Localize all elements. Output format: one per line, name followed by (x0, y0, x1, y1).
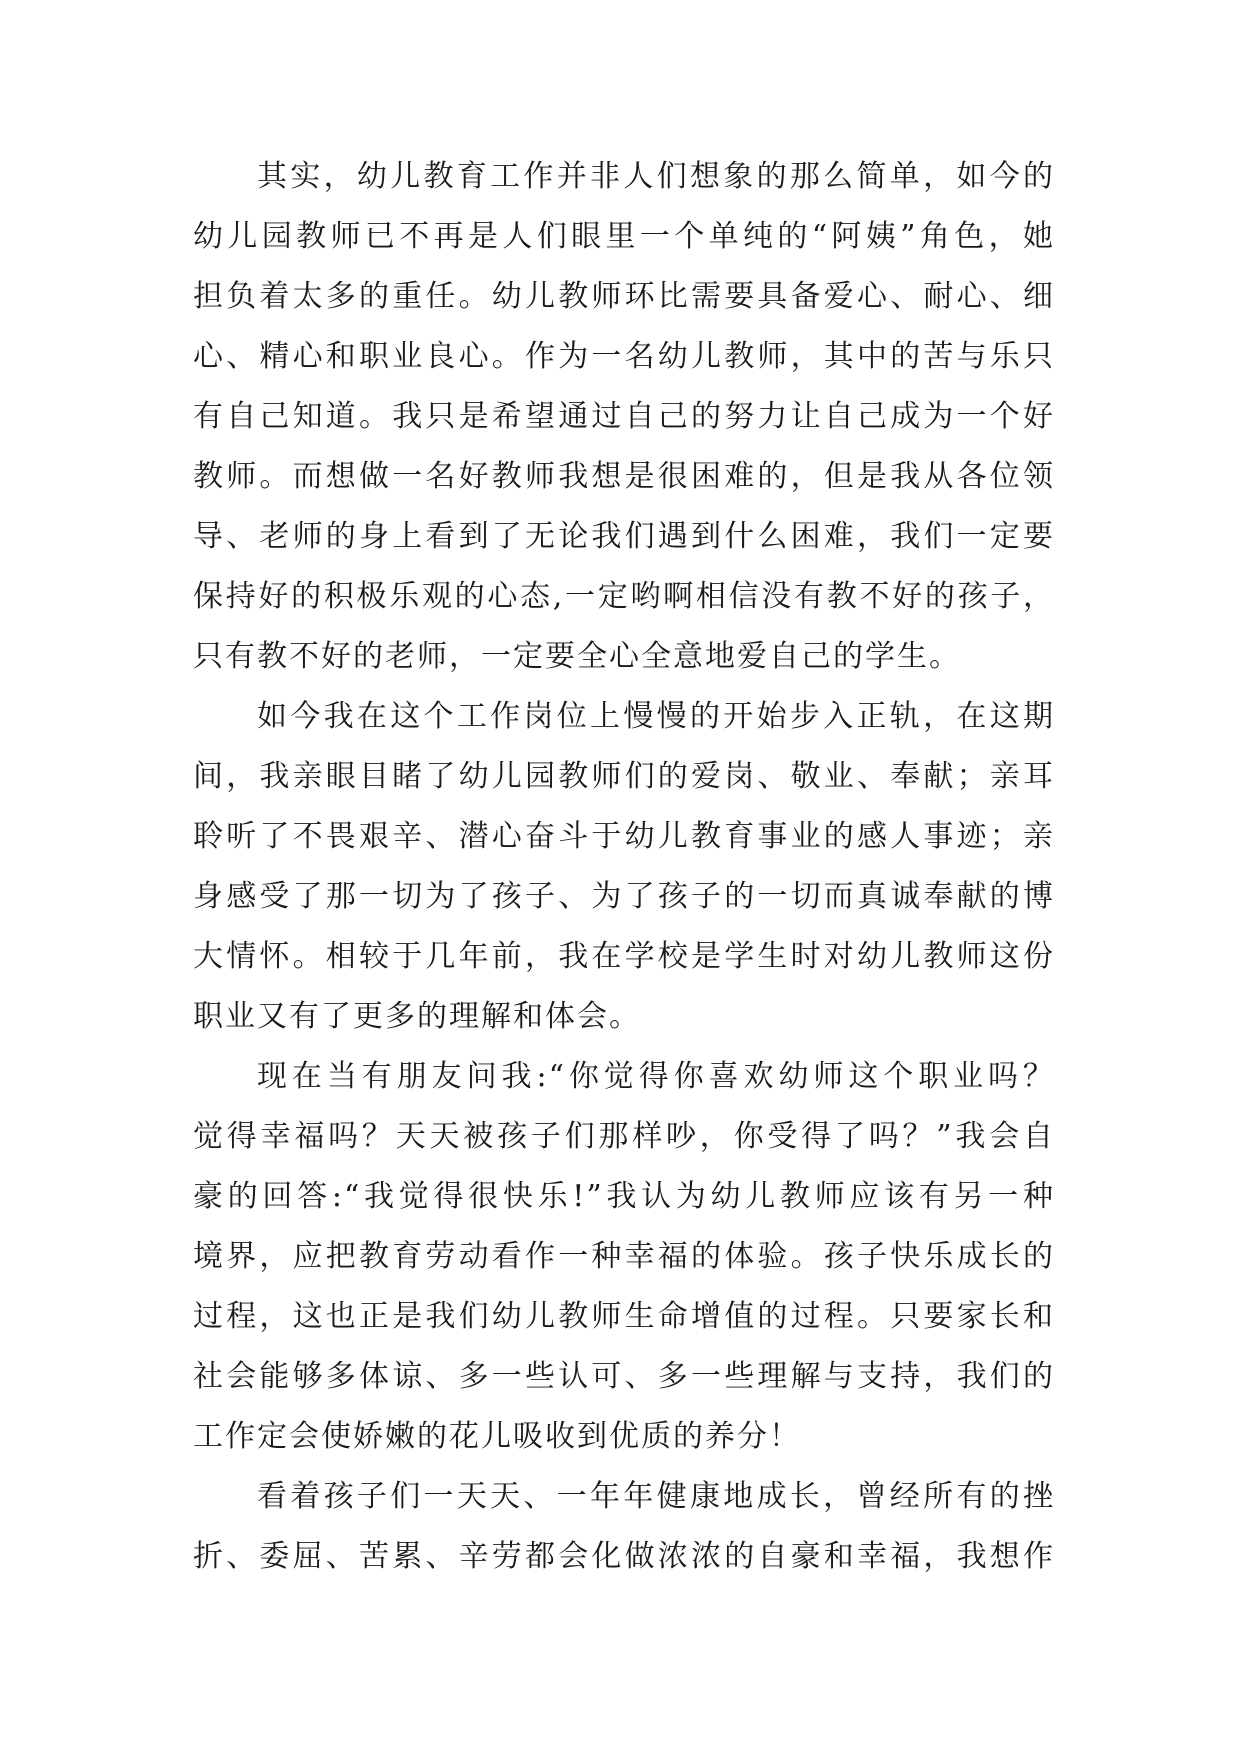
text-line: 幼儿园教师已不再是人们眼里一个单纯的“阿姨”角色，她 (193, 219, 1055, 254)
text-line: 大情怀。相较于几年前，我在学校是学生时对幼儿教师这份 (193, 939, 1055, 974)
text-line: 现在当有朋友问我:“你觉得你喜欢幼师这个职业吗？ (257, 1059, 1055, 1094)
text-line: 觉得幸福吗？天天被孩子们那样吵，你受得了吗？”我会自 (193, 1119, 1055, 1154)
text-line: 间，我亲眼目睹了幼儿园教师们的爱岗、敬业、奉献；亲耳 (193, 759, 1055, 794)
text-line: 职业又有了更多的理解和体会。 (193, 999, 641, 1034)
paragraph-2 (193, 687, 1055, 1047)
text-line: 过程，这也正是我们幼儿教师生命增值的过程。只要家长和 (193, 1299, 1055, 1334)
text-line: 担负着太多的重任。幼儿教师环比需要具备爱心、耐心、细 (193, 279, 1055, 314)
text-line: 保持好的积极乐观的心态,一定哟啊相信没有教不好的孩子， (193, 579, 1055, 614)
text-line: 境界，应把教育劳动看作一种幸福的体验。孩子快乐成长的 (193, 1239, 1055, 1274)
document-page (193, 147, 1055, 1587)
text-line: 教师。而想做一名好教师我想是很困难的，但是我从各位领 (193, 459, 1055, 494)
text-line: 心、精心和职业良心。作为一名幼儿教师，其中的苦与乐只 (193, 339, 1055, 374)
text-line: 身感受了那一切为了孩子、为了孩子的一切而真诚奉献的博 (193, 879, 1055, 914)
paragraph-3 (193, 1047, 1055, 1467)
text-line: 导、老师的身上看到了无论我们遇到什么困难，我们一定要 (193, 519, 1055, 554)
text-line: 豪的回答:“我觉得很快乐!”我认为幼儿教师应该有另一种 (193, 1179, 1055, 1214)
text-line: 工作定会使娇嫩的花儿吸收到优质的养分！ (193, 1419, 801, 1454)
text-line: 其实，幼儿教育工作并非人们想象的那么简单，如今的 (257, 159, 1055, 194)
text-line: 如今我在这个工作岗位上慢慢的开始步入正轨，在这期 (257, 699, 1055, 734)
text-line: 聆听了不畏艰辛、潜心奋斗于幼儿教育事业的感人事迹；亲 (193, 819, 1055, 854)
paragraph-4 (193, 1467, 1055, 1587)
text-line: 看着孩子们一天天、一年年健康地成长，曾经所有的挫 (257, 1479, 1055, 1514)
text-line: 有自己知道。我只是希望通过自己的努力让自己成为一个好 (193, 399, 1055, 434)
text-line: 社会能够多体谅、多一些认可、多一些理解与支持，我们的 (193, 1359, 1055, 1394)
text-line: 折、委屈、苦累、辛劳都会化做浓浓的自豪和幸福，我想作 (193, 1539, 1055, 1574)
text-line: 只有教不好的老师，一定要全心全意地爱自己的学生。 (193, 639, 961, 674)
paragraph-1 (193, 147, 1055, 687)
